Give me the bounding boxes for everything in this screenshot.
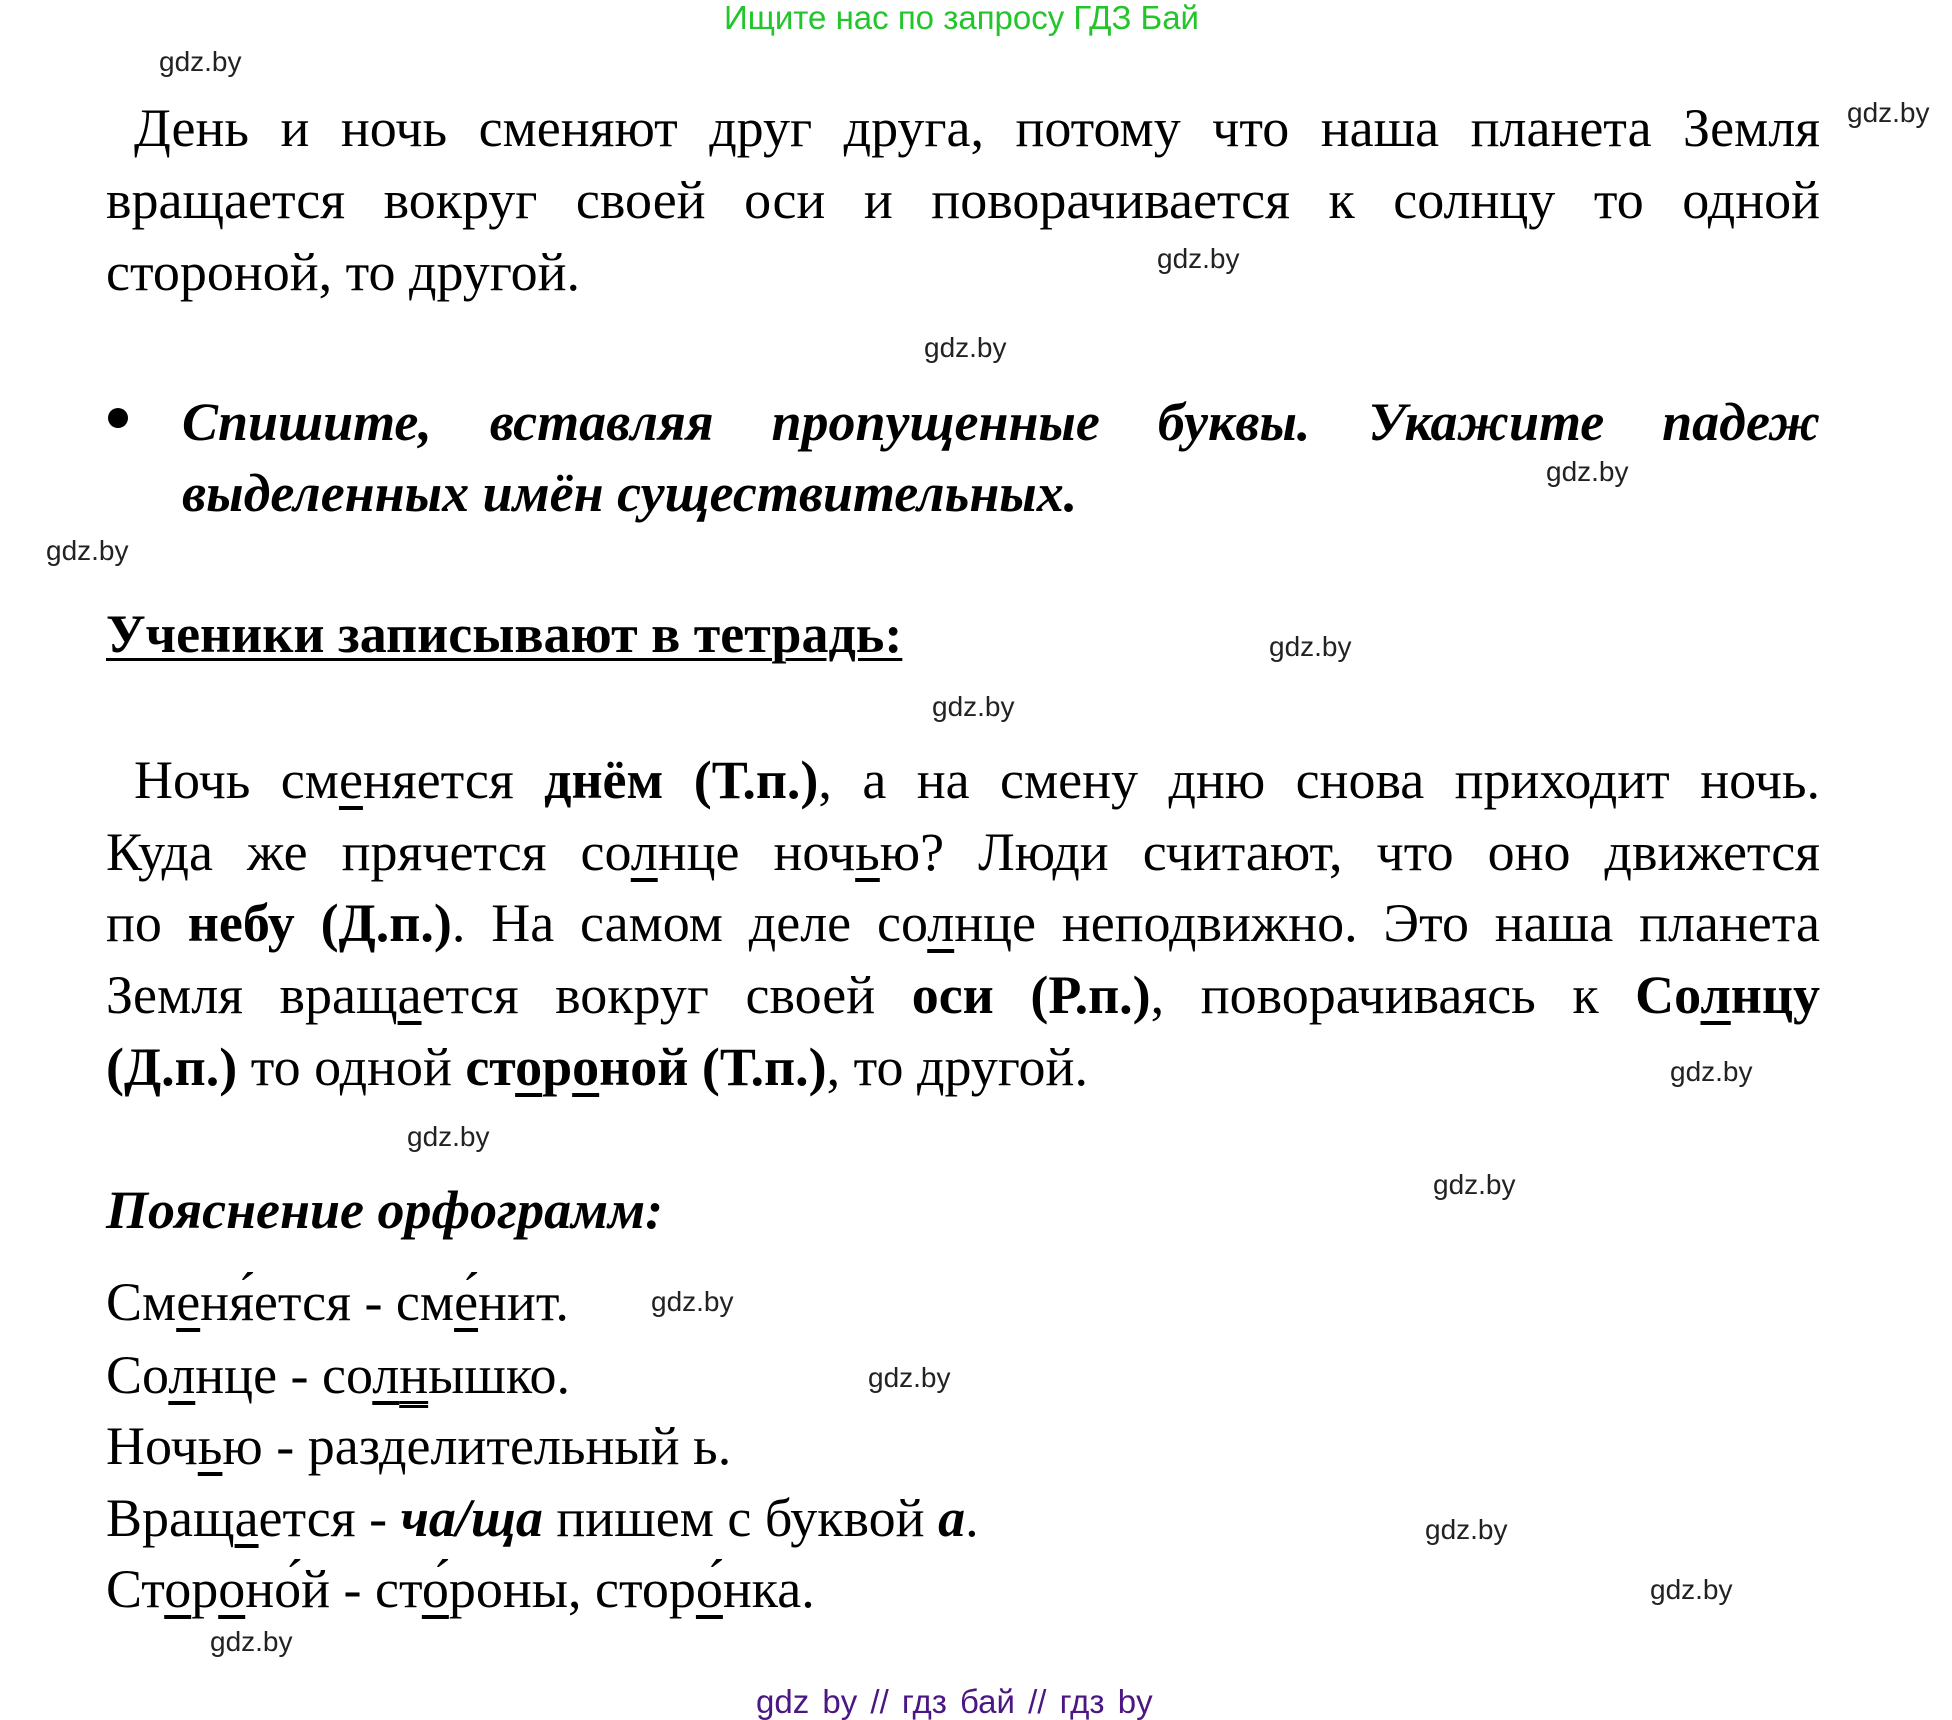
explanation-item: Солнце - солнышко. (106, 1345, 570, 1405)
paragraph2-line: по небу (Д.п.). На самом деле солнце неподвижно. Это наша планета (106, 893, 1820, 953)
explanation-item: Стороно́й - сто́роны, сторо́нка. (106, 1559, 815, 1619)
watermark: gdz.by (1546, 456, 1629, 487)
watermark: gdz.by (1425, 1514, 1508, 1545)
footer-links: gdz by // гдз бай // гдз by (756, 1683, 1153, 1720)
watermark: gdz.by (159, 46, 242, 77)
explanation-item: Вращается - ча/ща пишем с буквой а. (106, 1488, 979, 1548)
watermark: gdz.by (407, 1121, 490, 1152)
watermark: gdz.by (1650, 1574, 1733, 1605)
watermark: gdz.by (1847, 97, 1930, 128)
paragraph1-line: День и ночь сменяют друг друга, потому что наша планета Земля (134, 98, 1820, 158)
paragraph2-line: Куда же прячется солнце ночью? Люди считают, что оно движется (106, 822, 1820, 882)
watermark: gdz.by (46, 535, 129, 566)
notebook-heading: Ученики записывают в тетрадь: (106, 604, 903, 664)
paragraph2-line: Земля вращается вокруг своей оси (Р.п.), поворачиваясь к Солнцу (106, 965, 1820, 1025)
bullet-icon (108, 408, 128, 428)
watermark: gdz.by (932, 691, 1015, 722)
explanation-title: Пояснение орфограмм: (106, 1180, 664, 1240)
promo-header: Ищите нас по запросу ГДЗ Бай (724, 0, 1199, 36)
paragraph1-line: вращается вокруг своей оси и поворачивается к солнцу то одной (106, 170, 1820, 230)
paragraph2-line: (Д.п.) то одной стороной (Т.п.), то другой. (106, 1037, 1088, 1097)
watermark: gdz.by (1269, 631, 1352, 662)
explanation-item: Ночью - разделительный ь. (106, 1416, 732, 1476)
task-line: Спишите, вставляя пропущенные буквы. Укажите падеж (182, 392, 1820, 452)
watermark: gdz.by (868, 1362, 951, 1393)
paragraph1-line: стороной, то другой. (106, 242, 581, 302)
explanation-item: Сменя́ется - сме́нит. (106, 1272, 569, 1332)
paragraph2-line: Ночь сменяется днём (Т.п.), а на смену дню снова приходит ночь. (134, 750, 1820, 810)
watermark: gdz.by (210, 1626, 293, 1657)
task-line: выделенных имён существительных. (182, 463, 1078, 523)
watermark: gdz.by (1670, 1056, 1753, 1087)
watermark: gdz.by (924, 332, 1007, 363)
watermark: gdz.by (651, 1286, 734, 1317)
watermark: gdz.by (1157, 243, 1240, 274)
watermark: gdz.by (1433, 1169, 1516, 1200)
